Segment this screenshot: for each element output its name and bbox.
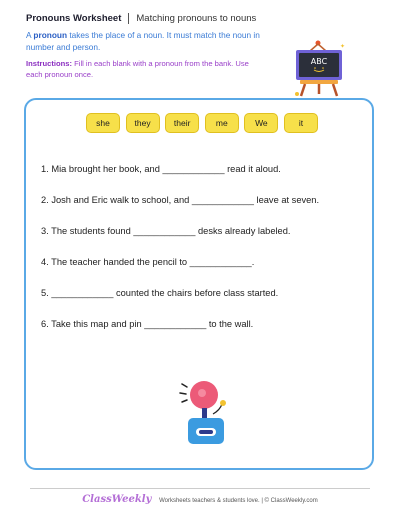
question-6: 6. Take this map and pin ____________ to the wall. <box>41 319 254 329</box>
word-bank <box>86 113 318 133</box>
intro-rest: takes the place of a noun. It must match the noun in number and person. <box>26 30 260 52</box>
word-chip: We <box>244 113 278 133</box>
school-bell-icon <box>178 376 238 446</box>
header-divider <box>128 13 129 24</box>
footer-divider <box>30 488 370 489</box>
worksheet-title: Pronouns Worksheet <box>26 13 122 24</box>
worksheet-header <box>26 13 256 24</box>
instructions-label: Instructions: <box>26 59 72 68</box>
footer-brand-logo: ClassWeekly <box>82 494 152 505</box>
word-chip: their <box>165 113 199 133</box>
svg-text:✦: ✦ <box>340 43 346 50</box>
question-5: 5. ____________ counted the chairs before class started. <box>41 288 279 298</box>
worksheet-subtitle: Matching pronouns to nouns <box>136 13 257 24</box>
intro-bold-word: pronoun <box>33 30 68 40</box>
word-chip: me <box>205 113 239 133</box>
instructions-body: Fill in each blank with a pronoun from the bank. Use each pronoun once. <box>26 59 249 79</box>
instructions-text <box>26 58 266 80</box>
question-2: 2. Josh and Eric walk to school, and ____________ leave at seven. <box>41 195 320 205</box>
footer <box>0 494 400 505</box>
question-3: 3. The students found ____________ desks already labeled. <box>41 226 291 236</box>
footer-tagline: Worksheets teachers & students love. | © ClassWeekly.com <box>159 498 318 504</box>
word-chip: it <box>284 113 318 133</box>
chalkboard-icon <box>292 40 348 98</box>
chalkboard-text: ABC <box>310 57 328 66</box>
word-chip: she <box>86 113 120 133</box>
question-1: 1. Mia brought her book, and ____________ read it aloud. <box>41 164 281 174</box>
worksheet-card <box>24 98 374 470</box>
word-chip: they <box>126 113 160 133</box>
intro-text <box>26 30 276 53</box>
question-4: 4. The teacher handed the pencil to ____________. <box>41 257 255 267</box>
intro-lead: A <box>26 30 32 40</box>
